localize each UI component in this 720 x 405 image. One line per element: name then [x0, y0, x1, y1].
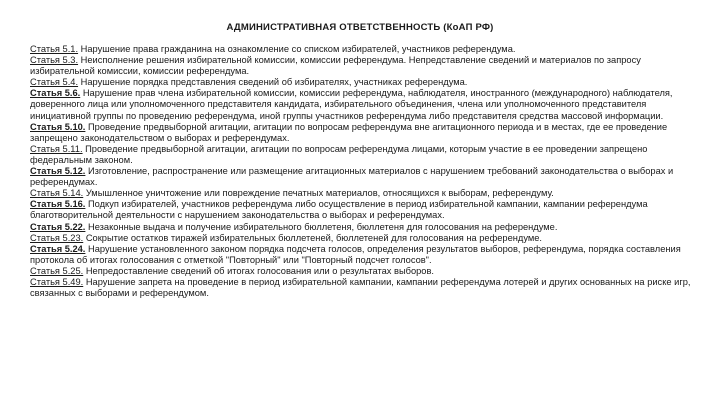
article-ref: Статья 5.14. — [30, 188, 84, 199]
article-text: Нарушение прав члена избирательной комиссии, комиссии референдума, наблюдателя, иностранного (международного) наблюдателя, доверенного лица или уполномоченного представителя кандидата, избирательного объединения, члена или уполномоченного представителя инициативной группы по проведению референдума, иной группы участников референдума либо представителя средства массовой информации. — [30, 88, 673, 121]
article-ref: Статья 5.11. — [30, 143, 83, 154]
article-item — [30, 166, 694, 188]
article-text: Нарушение установленного законом порядка подсчета голосов, определения результатов выборов, референдума, порядка составления протокола об итогах голосования с отметкой "Повторный" или "Повторный подсчет голосов". — [30, 243, 681, 265]
article-text: Незаконные выдача и получение избирательного бюллетеня, бюллетеня для голосования на референдуме. — [85, 221, 558, 232]
article-item — [30, 233, 694, 244]
article-item — [30, 266, 694, 277]
article-ref: Статья 5.16. — [30, 199, 86, 210]
article-text: Проведение предвыборной агитации, агитации по вопросам референдума вне агитационного периода и в местах, где ее проведение запрещено законодательством о выборах и референдумах. — [30, 121, 668, 143]
article-ref: Статья 5.10. — [30, 121, 86, 132]
articles-list — [30, 44, 694, 299]
article-ref: Статья 5.23. — [30, 232, 84, 243]
article-ref: Статья 5.12. — [30, 166, 86, 177]
article-text: Сокрытие остатков тиражей избирательных бюллетеней, бюллетеней для голосования на референдуме. — [83, 232, 543, 243]
article-ref: Статья 5.22. — [30, 221, 86, 232]
article-item — [30, 244, 694, 266]
article-item — [30, 88, 694, 121]
article-ref: Статья 5.1. — [30, 44, 79, 54]
article-item — [30, 55, 694, 77]
article-item — [30, 144, 694, 166]
article-text: Подкуп избирателей, участников референдума либо осуществление в период избирательной кампании, кампании референдума благотворительной деятельности с нарушением законодательства о выборах и референдумах. — [30, 199, 648, 221]
article-item — [30, 277, 694, 299]
article-ref: Статья 5.49. — [30, 276, 84, 287]
article-ref: Статья 5.24. — [30, 243, 86, 254]
article-text: Непредоставление сведений об итогах голосования или о результатах выборов. — [83, 265, 434, 276]
article-ref: Статья 5.25. — [30, 265, 84, 276]
article-item — [30, 122, 694, 144]
article-item — [30, 222, 694, 233]
article-item — [30, 77, 694, 88]
article-text: Нарушение запрета на проведение в период избирательной кампании, кампании референдума лотерей и других основанных на риске игр, связанных с выборами и референдумом. — [30, 276, 691, 299]
article-text: Изготовление, распространение или размещение агитационных материалов с нарушением требований законодательства о выборах и референдумах. — [30, 166, 674, 188]
article-ref: Статья 5.4. — [30, 77, 79, 88]
article-ref: Статья 5.6. — [30, 88, 81, 99]
article-text: Нарушение порядка представления сведений об избирателях, участниках референдума. — [78, 77, 468, 88]
article-text: Нарушение права гражданина на ознакомление со списком избирателей, участников референдума. — [78, 44, 516, 54]
page-title: АДМИНИСТРАТИВНАЯ ОТВЕТСТВЕННОСТЬ (КоАП РФ) — [226, 22, 494, 33]
article-text: Проведение предвыборной агитации, агитации по вопросам референдума лицами, которым участие в ее проведении запрещено федеральным законом. — [30, 143, 648, 165]
article-item — [30, 44, 694, 55]
article-text: Умышленное уничтожение или повреждение печатных материалов, относящихся к выборам, референдуму. — [83, 188, 554, 199]
article-text: Неисполнение решения избирательной комиссии, комиссии референдума. Непредставление сведений и материалов по запросу избирательной комиссии, комиссии референдума. — [30, 55, 641, 77]
article-item — [30, 188, 694, 199]
article-item — [30, 199, 694, 221]
article-ref: Статья 5.3. — [30, 55, 79, 66]
